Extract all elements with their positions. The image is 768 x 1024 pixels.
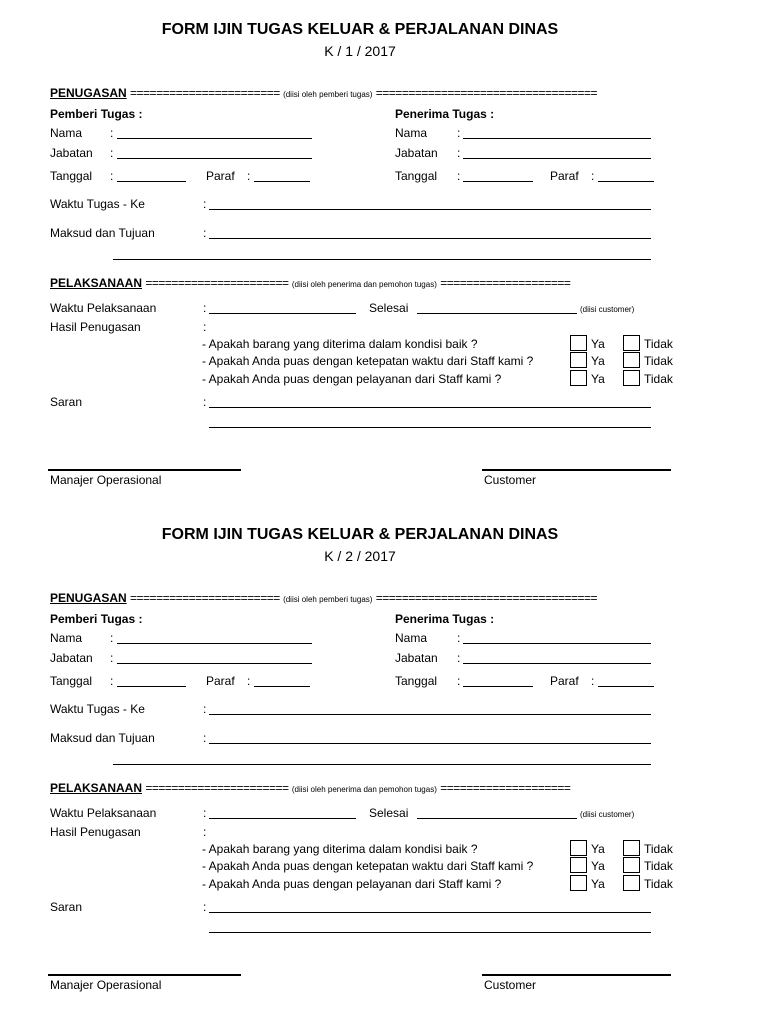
penerima-tanggal-field[interactable] — [463, 686, 533, 687]
pemberi-jabatan-label: Jabatan — [50, 146, 93, 160]
waktu-tugas-field[interactable] — [209, 714, 651, 715]
waktu-pelaksanaan-label: Waktu Pelaksanaan — [50, 301, 157, 315]
q1-tidak-label: Tidak — [644, 842, 673, 856]
pemberi-tanggal-field[interactable] — [117, 686, 186, 687]
q1-ya-checkbox[interactable] — [570, 335, 587, 351]
pemberi-jabatan-field[interactable] — [117, 158, 312, 159]
saran-label: Saran — [50, 395, 83, 409]
manajer-label: Manajer Operasional — [50, 473, 162, 487]
penerima-jabatan-label: Jabatan — [395, 146, 438, 160]
waktu-tugas-field[interactable] — [209, 209, 651, 210]
penerima-tanggal-label: Tanggal — [395, 169, 438, 183]
question-1: - Apakah barang yang diterima dalam kondisi baik ? — [202, 842, 478, 856]
waktu-pelaksanaan-label: Waktu Pelaksanaan — [50, 806, 157, 820]
form-title: FORM IJIN TUGAS KELUAR & PERJALANAN DINAS — [161, 526, 559, 543]
selesai-note: (diisi customer) — [580, 305, 635, 314]
colon: : — [203, 900, 207, 914]
q2-tidak-checkbox[interactable] — [623, 352, 640, 368]
question-2: - Apakah Anda puas dengan ketepatan waktu dari Staff kami ? — [202, 354, 534, 368]
colon: : — [110, 169, 114, 183]
colon: : — [110, 126, 114, 140]
penerima-nama-field[interactable] — [463, 643, 651, 644]
q3-tidak-checkbox[interactable] — [623, 370, 640, 386]
penerima-paraf-field[interactable] — [598, 686, 654, 687]
pemberi-jabatan-label: Jabatan — [50, 651, 93, 665]
customer-label: Customer — [484, 473, 537, 487]
penerima-tanggal-label: Tanggal — [395, 674, 438, 688]
pemberi-nama-field[interactable] — [117, 138, 312, 139]
maksud-label: Maksud dan Tujuan — [50, 226, 155, 240]
penugasan-heading: PENUGASAN — [50, 86, 127, 100]
colon: : — [203, 806, 207, 820]
form-1 — [0, 0, 768, 505]
q3-tidak-label: Tidak — [644, 372, 673, 386]
pemberi-heading: Pemberi Tugas : — [50, 107, 143, 121]
fill-left: ======================= — [130, 86, 280, 100]
colon: : — [591, 169, 595, 183]
pemberi-nama-label: Nama — [50, 126, 83, 140]
q2-ya-checkbox[interactable] — [570, 857, 587, 873]
waktu-tugas-label: Waktu Tugas - Ke — [50, 702, 145, 716]
fill-right: ================================== — [375, 591, 598, 605]
pemberi-paraf-label: Paraf — [206, 169, 235, 183]
colon: : — [457, 126, 461, 140]
fill-right: ==================== — [440, 781, 571, 795]
pemberi-heading: Pemberi Tugas : — [50, 612, 143, 626]
colon: : — [203, 731, 207, 745]
q3-ya-checkbox[interactable] — [570, 370, 587, 386]
q3-ya-checkbox[interactable] — [570, 875, 587, 891]
maksud-field-line-2[interactable] — [113, 764, 651, 765]
q2-tidak-checkbox[interactable] — [623, 857, 640, 873]
pelaksanaan-heading: PELAKSANAAN — [50, 276, 143, 290]
penerima-jabatan-label: Jabatan — [395, 651, 438, 665]
penugasan-note: (diisi oleh pemberi tugas) — [283, 595, 373, 604]
q1-tidak-checkbox[interactable] — [623, 840, 640, 856]
maksud-field-line-2[interactable] — [113, 259, 651, 260]
customer-label: Customer — [484, 978, 537, 992]
q2-ya-label: Ya — [591, 859, 605, 873]
maksud-field[interactable] — [209, 743, 651, 744]
question-1: - Apakah barang yang diterima dalam kondisi baik ? — [202, 337, 478, 351]
penugasan-note: (diisi oleh pemberi tugas) — [283, 90, 373, 99]
selesai-note: (diisi customer) — [580, 810, 635, 819]
penerima-nama-label: Nama — [395, 631, 428, 645]
fill-right: ==================== — [440, 276, 571, 290]
colon: : — [457, 169, 461, 183]
pemberi-jabatan-field[interactable] — [117, 663, 312, 664]
saran-field[interactable] — [209, 912, 651, 913]
penerima-tanggal-field[interactable] — [463, 181, 533, 182]
signature-line-left[interactable] — [48, 469, 241, 471]
penerima-jabatan-field[interactable] — [463, 158, 651, 159]
fill-left: ====================== — [145, 781, 289, 795]
penerima-heading: Penerima Tugas : — [395, 107, 495, 121]
q2-tidak-label: Tidak — [644, 859, 673, 873]
form-number: K / 2 / 2017 — [324, 548, 396, 564]
penugasan-header — [50, 591, 597, 605]
colon: : — [110, 651, 114, 665]
hasil-label: Hasil Penugasan — [50, 825, 141, 839]
penerima-jabatan-field[interactable] — [463, 663, 651, 664]
pelaksanaan-heading: PELAKSANAAN — [50, 781, 143, 795]
hasil-label: Hasil Penugasan — [50, 320, 141, 334]
colon: : — [457, 631, 461, 645]
question-3: - Apakah Anda puas dengan pelayanan dari Staff kami ? — [202, 877, 502, 891]
q1-ya-label: Ya — [591, 337, 605, 351]
penerima-paraf-field[interactable] — [598, 181, 654, 182]
pemberi-paraf-field[interactable] — [254, 181, 310, 182]
selesai-field[interactable] — [417, 313, 577, 314]
colon: : — [203, 226, 207, 240]
signature-line-right[interactable] — [482, 469, 671, 471]
q2-ya-label: Ya — [591, 354, 605, 368]
colon: : — [203, 301, 207, 315]
pemberi-paraf-label: Paraf — [206, 674, 235, 688]
waktu-pelaksanaan-field[interactable] — [209, 313, 356, 314]
colon: : — [591, 674, 595, 688]
saran-field-line-2[interactable] — [209, 932, 651, 933]
colon: : — [203, 825, 207, 839]
colon: : — [203, 320, 207, 334]
signature-line-right[interactable] — [482, 974, 671, 976]
penerima-nama-label: Nama — [395, 126, 428, 140]
q3-tidak-checkbox[interactable] — [623, 875, 640, 891]
question-2: - Apakah Anda puas dengan ketepatan waktu dari Staff kami ? — [202, 859, 534, 873]
pemberi-tanggal-label: Tanggal — [50, 674, 93, 688]
form-2 — [0, 505, 768, 1010]
colon: : — [457, 146, 461, 160]
colon: : — [247, 674, 251, 688]
pelaksanaan-header — [50, 781, 570, 795]
colon: : — [110, 146, 114, 160]
form-title: FORM IJIN TUGAS KELUAR & PERJALANAN DINAS — [161, 21, 559, 38]
penugasan-header — [50, 86, 597, 100]
colon: : — [203, 702, 207, 716]
penugasan-heading: PENUGASAN — [50, 591, 127, 605]
penerima-paraf-label: Paraf — [550, 674, 579, 688]
selesai-field[interactable] — [417, 818, 577, 819]
colon: : — [457, 674, 461, 688]
colon: : — [110, 631, 114, 645]
q3-ya-label: Ya — [591, 877, 605, 891]
q1-ya-label: Ya — [591, 842, 605, 856]
penerima-nama-field[interactable] — [463, 138, 651, 139]
fill-left: ======================= — [130, 591, 280, 605]
pemberi-tanggal-label: Tanggal — [50, 169, 93, 183]
colon: : — [247, 169, 251, 183]
saran-label: Saran — [50, 900, 83, 914]
manajer-label: Manajer Operasional — [50, 978, 162, 992]
colon: : — [203, 395, 207, 409]
q2-tidak-label: Tidak — [644, 354, 673, 368]
selesai-label: Selesai — [369, 301, 409, 315]
q1-ya-checkbox[interactable] — [570, 840, 587, 856]
pelaksanaan-note: (diisi oleh penerima dan pemohon tugas) — [291, 785, 437, 794]
fill-left: ====================== — [145, 276, 289, 290]
pelaksanaan-note: (diisi oleh penerima dan pemohon tugas) — [291, 280, 437, 289]
q1-tidak-label: Tidak — [644, 337, 673, 351]
saran-field-line-2[interactable] — [209, 427, 651, 428]
form-number: K / 1 / 2017 — [324, 43, 396, 59]
pemberi-paraf-field[interactable] — [254, 686, 310, 687]
penerima-heading: Penerima Tugas : — [395, 612, 495, 626]
pemberi-nama-label: Nama — [50, 631, 83, 645]
pemberi-tanggal-field[interactable] — [117, 181, 186, 182]
q2-ya-checkbox[interactable] — [570, 352, 587, 368]
pemberi-nama-field[interactable] — [117, 643, 312, 644]
penerima-paraf-label: Paraf — [550, 169, 579, 183]
maksud-label: Maksud dan Tujuan — [50, 731, 155, 745]
maksud-field[interactable] — [209, 238, 651, 239]
signature-line-left[interactable] — [48, 974, 241, 976]
question-3: - Apakah Anda puas dengan pelayanan dari Staff kami ? — [202, 372, 502, 386]
waktu-pelaksanaan-field[interactable] — [209, 818, 356, 819]
colon: : — [457, 651, 461, 665]
fill-right: ================================== — [375, 86, 598, 100]
q3-ya-label: Ya — [591, 372, 605, 386]
pelaksanaan-header — [50, 276, 570, 290]
q3-tidak-label: Tidak — [644, 877, 673, 891]
colon: : — [110, 674, 114, 688]
colon: : — [203, 197, 207, 211]
selesai-label: Selesai — [369, 806, 409, 820]
waktu-tugas-label: Waktu Tugas - Ke — [50, 197, 145, 211]
q1-tidak-checkbox[interactable] — [623, 335, 640, 351]
saran-field[interactable] — [209, 407, 651, 408]
